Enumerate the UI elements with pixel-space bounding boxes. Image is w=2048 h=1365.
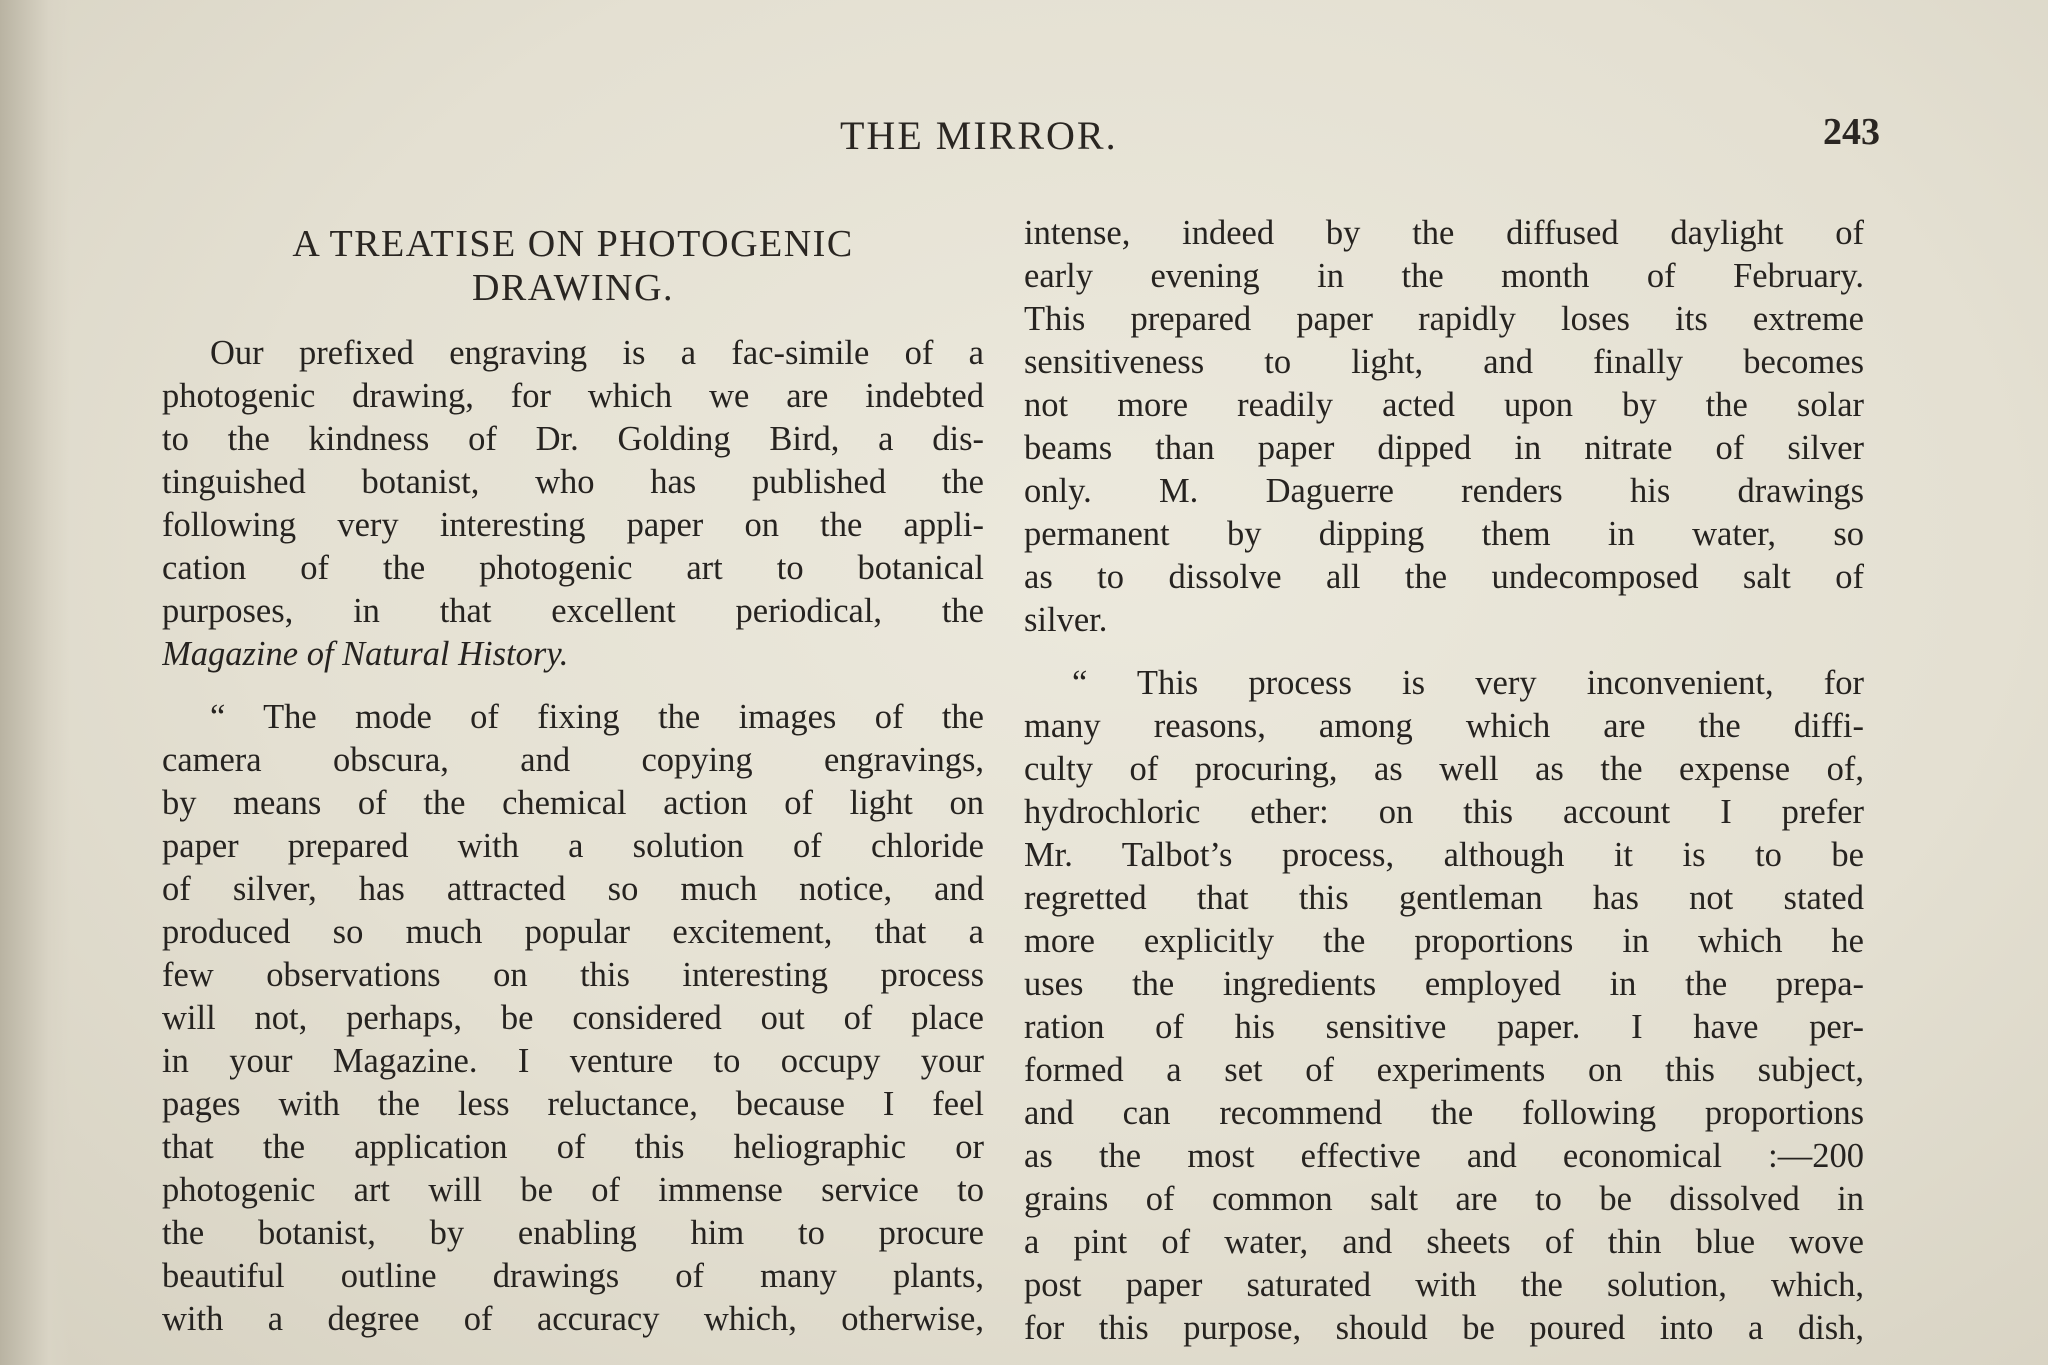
text-line: a pint of water, and sheets of thin blue wove <box>1024 1223 1864 1261</box>
text-line: photogenic art will be of immense service to <box>162 1171 984 1209</box>
text-line: “ The mode of fixing the images of the <box>210 698 984 736</box>
text-line: more explicitly the proportions in which he <box>1024 922 1864 960</box>
text-line: purposes, in that excellent periodical, the <box>162 592 984 630</box>
right-column <box>1024 212 1864 1350</box>
text-line: that the application of this heliographic or <box>162 1128 984 1166</box>
text-line: cation of the photogenic art to botanical <box>162 549 984 587</box>
article-title-line: A TREATISE ON PHOTOGENIC <box>292 223 854 265</box>
running-title: THE MIRROR. <box>840 113 1118 158</box>
text-line: tinguished botanist, who has published the <box>162 463 984 501</box>
article-title-line: DRAWING. <box>471 267 675 309</box>
text-line: formed a set of experiments on this subject, <box>1024 1051 1864 1089</box>
text-line: produced so much popular excitement, that a <box>162 913 984 951</box>
text-line: camera obscura, and copying engravings, <box>162 741 984 779</box>
paragraph <box>162 696 984 1341</box>
text-line: photogenic drawing, for which we are indebted <box>162 377 984 415</box>
text-line: This prepared paper rapidly loses its extreme <box>1024 300 1864 338</box>
text-line: regretted that this gentleman has not stated <box>1024 879 1864 917</box>
text-line: Mr. Talbot’s process, although it is to be <box>1024 836 1864 874</box>
paragraph <box>162 332 984 676</box>
text-line: beams than paper dipped in nitrate of silver <box>1024 429 1864 467</box>
text-line: in your Magazine. I venture to occupy your <box>162 1042 984 1080</box>
text-line: “ This process is very inconvenient, for <box>1072 664 1864 702</box>
text-line: grains of common salt are to be dissolved in <box>1024 1180 1864 1218</box>
text-line: many reasons, among which are the diffi- <box>1024 707 1864 745</box>
text-line: to the kindness of Dr. Golding Bird, a dis- <box>162 420 984 458</box>
text-line: early evening in the month of February. <box>1024 257 1864 295</box>
text-line: silver. <box>1024 601 1108 639</box>
text-line: only. M. Daguerre renders his drawings <box>1024 472 1864 510</box>
text-line: permanent by dipping them in water, so <box>1024 515 1864 553</box>
text-line: beautiful outline drawings of many plants, <box>162 1257 984 1295</box>
text-line: as to dissolve all the undecomposed salt of <box>1024 558 1864 596</box>
text-line: few observations on this interesting process <box>162 956 984 994</box>
text-line: the botanist, by enabling him to procure <box>162 1214 984 1252</box>
text-line: as the most effective and economical :—200 <box>1024 1137 1864 1175</box>
article-title <box>162 222 984 310</box>
paragraph <box>1024 662 1864 1350</box>
running-header <box>150 112 1880 172</box>
text-line: of silver, has attracted so much notice, and <box>162 870 984 908</box>
text-line: culty of procuring, as well as the expense of, <box>1024 750 1864 788</box>
text-line: Magazine of Natural History. <box>162 635 569 673</box>
text-line: hydrochloric ether: on this account I prefer <box>1024 793 1864 831</box>
left-column <box>162 222 984 1341</box>
text-line: following very interesting paper on the appli- <box>162 506 984 544</box>
paragraph-gap <box>1024 642 1864 662</box>
text-line: uses the ingredients employed in the prepa- <box>1024 965 1864 1003</box>
text-line: and can recommend the following proportions <box>1024 1094 1864 1132</box>
page-gutter-shadow <box>0 0 70 1365</box>
text-line: by means of the chemical action of light on <box>162 784 984 822</box>
text-line: paper prepared with a solution of chloride <box>162 827 984 865</box>
text-line: sensitiveness to light, and finally becomes <box>1024 343 1864 381</box>
text-line: intense, indeed by the diffused daylight of <box>1024 214 1864 252</box>
text-line: Our prefixed engraving is a fac-simile of a <box>210 334 984 372</box>
text-line: pages with the less reluctance, because I feel <box>162 1085 984 1123</box>
text-line: not more readily acted upon by the solar <box>1024 386 1864 424</box>
paragraph <box>1024 212 1864 642</box>
paragraph-gap <box>162 676 984 696</box>
text-line: ration of his sensitive paper. I have per- <box>1024 1008 1864 1046</box>
page-number: 243 <box>1823 111 1880 153</box>
text-line: for this purpose, should be poured into a dish, <box>1024 1309 1864 1347</box>
text-line: post paper saturated with the solution, which, <box>1024 1266 1864 1304</box>
text-line: will not, perhaps, be considered out of place <box>162 999 984 1037</box>
text-line: with a degree of accuracy which, otherwise, <box>162 1300 984 1338</box>
